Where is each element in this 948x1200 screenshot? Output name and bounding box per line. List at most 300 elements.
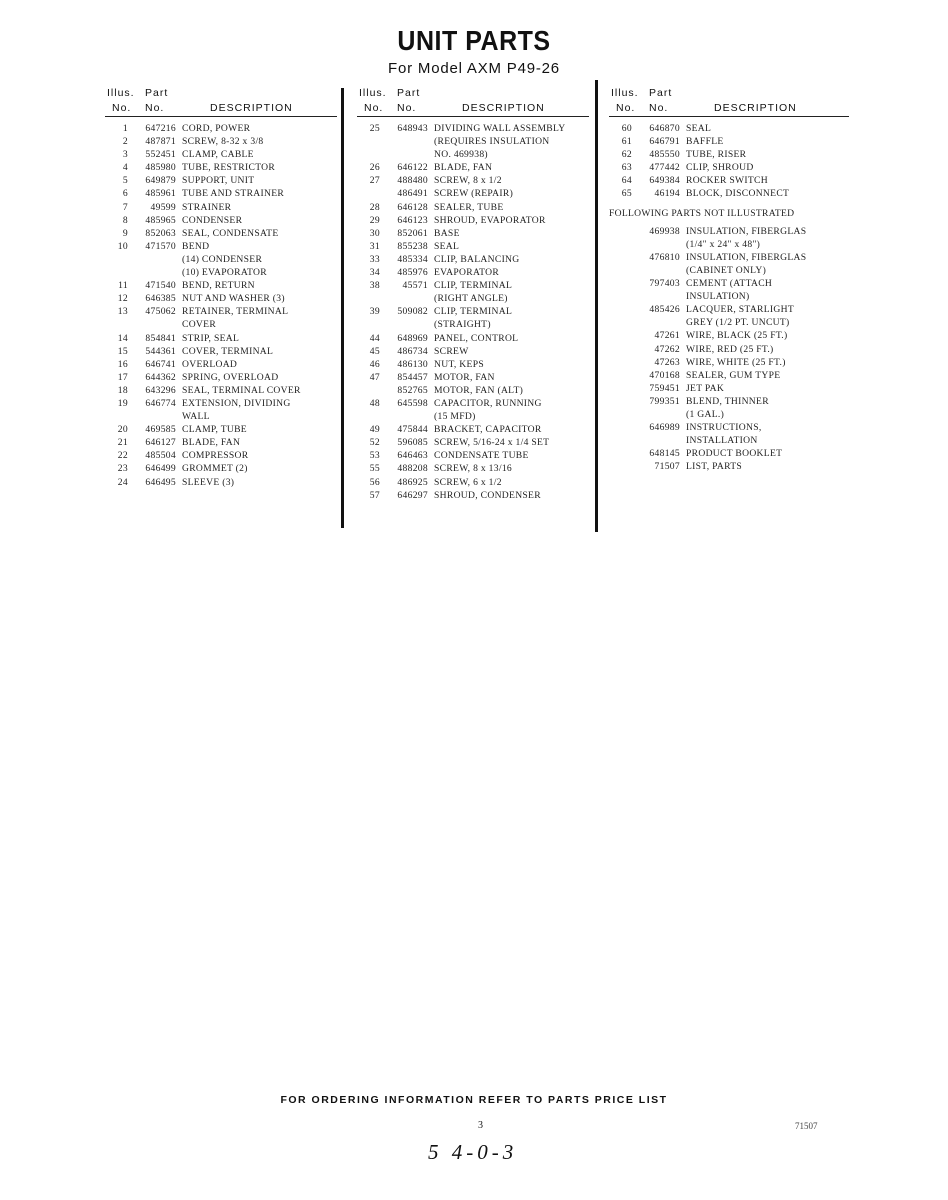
illus-number: [105, 253, 128, 266]
part-number: 799351: [649, 395, 680, 407]
header-description: DESCRIPTION: [714, 102, 797, 114]
part-description: INSULATION): [686, 291, 750, 303]
illus-number: [357, 135, 380, 148]
part-row: [357, 358, 589, 371]
illus-number: 62: [621, 149, 632, 161]
part-description: SCREW, 8 x 13/16: [434, 463, 513, 475]
illus-number: [357, 187, 380, 200]
part-row: [609, 369, 849, 382]
part-row: [609, 225, 849, 238]
part-description: BLOCK, DISCONNECT: [686, 188, 790, 200]
part-description: NUT AND WASHER (3): [182, 293, 285, 305]
part-row: [609, 122, 849, 135]
header-illus: Illus.: [611, 87, 639, 99]
part-description: CAPACITOR, RUNNING: [434, 397, 542, 409]
part-number: 852765: [397, 384, 428, 396]
model-subtitle: For Model AXM P49-26: [388, 60, 560, 77]
part-description: BLADE, FAN: [434, 162, 493, 174]
part-row: [609, 187, 849, 200]
illus-number: 25: [369, 123, 380, 134]
illus-number: [609, 460, 632, 473]
part-row: [357, 292, 589, 305]
part-description: WIRE, WHITE (25 FT.): [686, 356, 786, 368]
part-description: COVER, TERMINAL: [182, 345, 274, 357]
part-row: [357, 161, 589, 174]
part-row: [105, 345, 337, 358]
illus-number: 15: [117, 345, 128, 357]
part-number: 645598: [397, 397, 428, 409]
part-row: [609, 343, 849, 356]
part-description: LIST, PARTS: [686, 461, 743, 473]
page-number: 3: [478, 1120, 483, 1131]
part-row: [357, 174, 589, 187]
part-row: [357, 318, 589, 331]
part-number: 646989: [649, 422, 680, 434]
part-number: 471540: [145, 280, 176, 292]
part-number: 486491: [397, 188, 428, 200]
part-description: EVAPORATOR: [434, 267, 500, 279]
part-description: PANEL, CONTROL: [434, 332, 519, 344]
illus-number: 48: [369, 397, 380, 409]
part-number: 544361: [145, 345, 176, 357]
part-row: [105, 279, 337, 292]
parts-list: [105, 117, 337, 489]
illus-number: [357, 292, 380, 305]
part-number: 469938: [649, 225, 680, 237]
part-description: BASE: [434, 227, 460, 239]
part-row: [609, 303, 849, 316]
part-description: CONDENSER: [182, 214, 243, 226]
part-row: [357, 253, 589, 266]
part-number: 797403: [649, 278, 680, 290]
ordering-info: FOR ORDERING INFORMATION REFER TO PARTS PRICE LIST: [280, 1094, 668, 1106]
part-description: (10) EVAPORATOR: [182, 267, 267, 279]
part-description: SCREW, 8 x 1/2: [434, 175, 502, 187]
header-description: DESCRIPTION: [210, 102, 293, 114]
part-row: [105, 266, 337, 279]
illus-number: 57: [369, 489, 380, 501]
column-header: [609, 84, 849, 117]
part-number: [128, 266, 182, 279]
part-number: 45571: [402, 280, 428, 292]
part-description: SCREW, 6 x 1/2: [434, 476, 502, 488]
part-number: [380, 318, 434, 331]
part-description: WIRE, RED (25 FT.): [686, 343, 774, 355]
parts-column-2: [357, 84, 589, 502]
part-row: [105, 292, 337, 305]
part-description: CORD, POWER: [182, 123, 251, 134]
illus-number: 2: [122, 136, 128, 148]
illus-number: 14: [117, 332, 128, 344]
part-description: SEAL, TERMINAL COVER: [182, 384, 301, 396]
not-illustrated-heading: FOLLOWING PARTS NOT ILLUSTRATED: [609, 207, 795, 219]
part-number: 485426: [649, 304, 680, 316]
part-row: [105, 305, 337, 318]
part-number: 854841: [145, 332, 176, 344]
illus-number: 26: [369, 162, 380, 174]
illus-number: 64: [621, 175, 632, 187]
part-description: SEAL: [686, 123, 712, 134]
part-number: [632, 434, 686, 447]
part-description: (STRAIGHT): [434, 319, 491, 331]
part-description: CONDENSATE TUBE: [434, 450, 529, 462]
illus-number: [105, 410, 128, 423]
part-number: 488208: [397, 463, 428, 475]
part-description: (1/4" x 24" x 48"): [686, 238, 761, 250]
illus-number: 53: [369, 450, 380, 462]
part-row: [105, 384, 337, 397]
part-row: [105, 174, 337, 187]
illus-number: [105, 266, 128, 279]
illus-number: 24: [117, 476, 128, 488]
part-number: 646495: [145, 476, 176, 488]
part-row: [357, 305, 589, 318]
illus-number: [357, 384, 380, 397]
part-number: 649879: [145, 175, 176, 187]
part-description: CLAMP, TUBE: [182, 424, 247, 436]
part-number: 854457: [397, 371, 428, 383]
part-number: 488480: [397, 175, 428, 187]
part-description: SCREW, 5/16-24 x 1/4 SET: [434, 437, 550, 449]
part-number: 646385: [145, 293, 176, 305]
part-number: 471570: [145, 240, 176, 252]
part-row: [609, 290, 849, 303]
illus-number: [609, 238, 632, 251]
part-description: STRIP, SEAL: [182, 332, 240, 344]
part-number: 646297: [397, 489, 428, 501]
header-part-no: No.: [145, 102, 165, 114]
illus-number: [609, 303, 632, 316]
header-illus: Illus.: [107, 87, 135, 99]
part-description: SPRING, OVERLOAD: [182, 371, 279, 383]
illus-number: 46: [369, 358, 380, 370]
part-row: [105, 423, 337, 436]
part-row: [357, 449, 589, 462]
illus-number: 29: [369, 214, 380, 226]
part-description: GREY (1/2 PT. UNCUT): [686, 317, 790, 329]
part-row: [609, 161, 849, 174]
part-row: [609, 264, 849, 277]
part-row: [105, 148, 337, 161]
part-description: SCREW (REPAIR): [434, 188, 514, 200]
part-description: BLADE, FAN: [182, 437, 241, 449]
part-number: 509082: [397, 306, 428, 318]
illus-number: [609, 316, 632, 329]
part-description: SCREW, 8-32 x 3/8: [182, 136, 264, 148]
part-row: [357, 214, 589, 227]
illus-number: [609, 395, 632, 408]
part-number: 646499: [145, 463, 176, 475]
part-description: SEAL: [434, 240, 460, 252]
part-row: [357, 489, 589, 502]
part-description: INSTRUCTIONS,: [686, 422, 762, 434]
column-header: [105, 84, 337, 117]
part-number: 552451: [145, 149, 176, 161]
illus-number: 22: [117, 450, 128, 462]
part-description: CLIP, TERMINAL: [434, 306, 513, 318]
illus-number: 61: [621, 136, 632, 148]
part-row: [357, 436, 589, 449]
part-number: 643296: [145, 384, 176, 396]
part-description: (REQUIRES INSULATION: [434, 136, 550, 148]
part-number: 485965: [145, 214, 176, 226]
page-title: UNIT PARTS: [397, 25, 551, 57]
part-number: 646791: [649, 136, 680, 148]
part-description: EXTENSION, DIVIDING: [182, 397, 291, 409]
header-part: Part: [145, 87, 169, 99]
illus-number: 60: [621, 123, 632, 134]
part-row: [105, 397, 337, 410]
part-number: 646870: [649, 123, 680, 134]
illus-number: [609, 434, 632, 447]
part-description: SHROUD, CONDENSER: [434, 489, 541, 501]
part-number: 475844: [397, 424, 428, 436]
part-description: ROCKER SWITCH: [686, 175, 768, 187]
header-part: Part: [397, 87, 421, 99]
part-number: 46194: [654, 188, 680, 200]
part-number: 759451: [649, 382, 680, 394]
header-no: No.: [112, 102, 132, 114]
part-description: CLIP, TERMINAL: [434, 280, 513, 292]
part-row: [357, 279, 589, 292]
not-illustrated-list: [609, 225, 849, 474]
part-number: 477442: [649, 162, 680, 174]
part-number: 644362: [145, 371, 176, 383]
part-row: [609, 408, 849, 421]
part-row: [105, 462, 337, 475]
illus-number: 33: [369, 253, 380, 265]
illus-number: 65: [621, 188, 632, 200]
part-row: [357, 227, 589, 240]
part-description: (1 GAL.): [686, 408, 725, 420]
part-row: [357, 410, 589, 423]
part-description: SCREW: [434, 345, 469, 357]
part-description: SEALER, TUBE: [434, 201, 504, 213]
part-number: 49599: [150, 201, 176, 213]
illus-number: 55: [369, 463, 380, 475]
part-description: STRAINER: [182, 201, 232, 213]
illus-number: [609, 421, 632, 434]
illus-number: 4: [122, 162, 128, 174]
part-number: [128, 318, 182, 331]
part-number: [632, 290, 686, 303]
part-row: [105, 122, 337, 135]
illus-number: 12: [117, 293, 128, 305]
part-description: JET PAK: [686, 382, 725, 394]
part-row: [609, 382, 849, 395]
part-number: [380, 292, 434, 305]
illus-number: [609, 382, 632, 395]
illus-number: [609, 369, 632, 382]
illus-number: 63: [621, 162, 632, 174]
illus-number: 5: [122, 175, 128, 187]
part-row: [357, 345, 589, 358]
part-row: [357, 187, 589, 200]
part-description: TUBE, RESTRICTOR: [182, 162, 276, 174]
illus-number: 49: [369, 424, 380, 436]
illus-number: 30: [369, 227, 380, 239]
part-number: 596085: [397, 437, 428, 449]
part-row: [105, 253, 337, 266]
illus-number: [105, 318, 128, 331]
part-row: [357, 240, 589, 253]
part-number: 486130: [397, 358, 428, 370]
part-description: (RIGHT ANGLE): [434, 293, 508, 305]
illus-number: [609, 343, 632, 356]
illus-number: 10: [117, 240, 128, 252]
illus-number: 52: [369, 437, 380, 449]
part-row: [357, 397, 589, 410]
illus-number: [357, 148, 380, 161]
illus-number: 18: [117, 384, 128, 396]
part-number: 47263: [654, 356, 680, 368]
part-number: 476810: [649, 251, 680, 263]
header-description: DESCRIPTION: [462, 102, 545, 114]
illus-number: [609, 264, 632, 277]
part-description: MOTOR, FAN: [434, 371, 495, 383]
illus-number: 11: [118, 280, 128, 292]
parts-list: [609, 117, 849, 201]
illus-number: 27: [369, 175, 380, 187]
part-row: [105, 410, 337, 423]
part-description: SUPPORT, UNIT: [182, 175, 255, 187]
part-row: [105, 161, 337, 174]
part-number: 646128: [397, 201, 428, 213]
part-row: [609, 251, 849, 264]
part-row: [105, 187, 337, 200]
part-description: (14) CONDENSER: [182, 253, 263, 265]
part-description: BRACKET, CAPACITOR: [434, 424, 542, 436]
part-number: 485550: [649, 149, 680, 161]
illus-number: 16: [117, 358, 128, 370]
illus-number: 3: [122, 149, 128, 161]
part-number: 646122: [397, 162, 428, 174]
part-number: 646463: [397, 450, 428, 462]
parts-column-3: [609, 84, 849, 473]
part-number: 487871: [145, 136, 176, 148]
part-number: [380, 410, 434, 423]
illus-number: 1: [122, 123, 128, 134]
part-row: [357, 148, 589, 161]
part-row: [357, 122, 589, 135]
part-description: (15 MFD): [434, 411, 476, 423]
parts-column-1: [105, 84, 337, 489]
part-description: MOTOR, FAN (ALT): [434, 384, 524, 396]
part-number: 646123: [397, 214, 428, 226]
part-row: [609, 447, 849, 460]
part-number: 855238: [397, 240, 428, 252]
part-row: [609, 421, 849, 434]
illus-number: [609, 447, 632, 460]
illus-number: 7: [122, 201, 128, 213]
part-row: [357, 266, 589, 279]
illus-number: 44: [369, 332, 380, 344]
illus-number: [609, 356, 632, 369]
part-row: [609, 174, 849, 187]
part-number: 485961: [145, 188, 176, 200]
illus-number: 39: [369, 306, 380, 318]
part-row: [357, 384, 589, 397]
part-row: [105, 476, 337, 489]
illus-number: [609, 277, 632, 290]
part-number: 485980: [145, 162, 176, 174]
part-row: [609, 316, 849, 329]
parts-list: [357, 117, 589, 502]
illus-number: 38: [369, 280, 380, 292]
part-description: CLAMP, CABLE: [182, 149, 254, 161]
part-description: SHROUD, EVAPORATOR: [434, 214, 546, 226]
column-header: [357, 84, 589, 117]
illus-number: [609, 408, 632, 421]
part-number: [632, 238, 686, 251]
part-description: LACQUER, STARLIGHT: [686, 304, 795, 316]
illus-number: [357, 318, 380, 331]
part-number: 475062: [145, 306, 176, 318]
part-row: [609, 460, 849, 473]
part-row: [609, 329, 849, 342]
part-number: 485334: [397, 253, 428, 265]
part-row: [609, 277, 849, 290]
part-number: [632, 316, 686, 329]
part-description: BEND, RETURN: [182, 280, 255, 292]
part-row: [105, 227, 337, 240]
part-description: INSULATION, FIBERGLAS: [686, 225, 807, 237]
illus-number: [609, 225, 632, 238]
part-number: 71507: [654, 461, 680, 473]
part-number: 47261: [654, 330, 680, 342]
column-divider: [595, 80, 598, 532]
part-description: WALL: [182, 411, 210, 423]
part-row: [105, 358, 337, 371]
illus-number: 34: [369, 267, 380, 279]
illus-number: 45: [369, 345, 380, 357]
header-no: No.: [364, 102, 384, 114]
part-description: SLEEVE (3): [182, 476, 235, 488]
part-number: 486925: [397, 476, 428, 488]
part-number: 485976: [397, 267, 428, 279]
part-number: 646741: [145, 358, 176, 370]
illus-number: 9: [122, 227, 128, 239]
illus-number: 23: [117, 463, 128, 475]
part-description: NUT, KEPS: [434, 358, 484, 370]
part-description: COMPRESSOR: [182, 450, 249, 462]
document-code: 71507: [795, 1121, 818, 1131]
part-description: BAFFLE: [686, 136, 724, 148]
part-row: [357, 476, 589, 489]
part-number: [632, 264, 686, 277]
header-illus: Illus.: [359, 87, 387, 99]
illus-number: [609, 251, 632, 264]
part-row: [609, 395, 849, 408]
part-row: [357, 462, 589, 475]
illus-number: 17: [117, 371, 128, 383]
illus-number: [357, 410, 380, 423]
part-number: [380, 135, 434, 148]
column-divider: [341, 88, 344, 528]
part-description: TUBE AND STRAINER: [182, 188, 285, 200]
illus-number: 13: [117, 306, 128, 318]
part-row: [105, 135, 337, 148]
part-number: [128, 410, 182, 423]
part-row: [357, 423, 589, 436]
part-description: OVERLOAD: [182, 358, 238, 370]
part-number: 646127: [145, 437, 176, 449]
part-number: 469585: [145, 424, 176, 436]
part-number: [128, 253, 182, 266]
part-row: [357, 201, 589, 214]
part-row: [357, 371, 589, 384]
illus-number: 19: [117, 397, 128, 409]
